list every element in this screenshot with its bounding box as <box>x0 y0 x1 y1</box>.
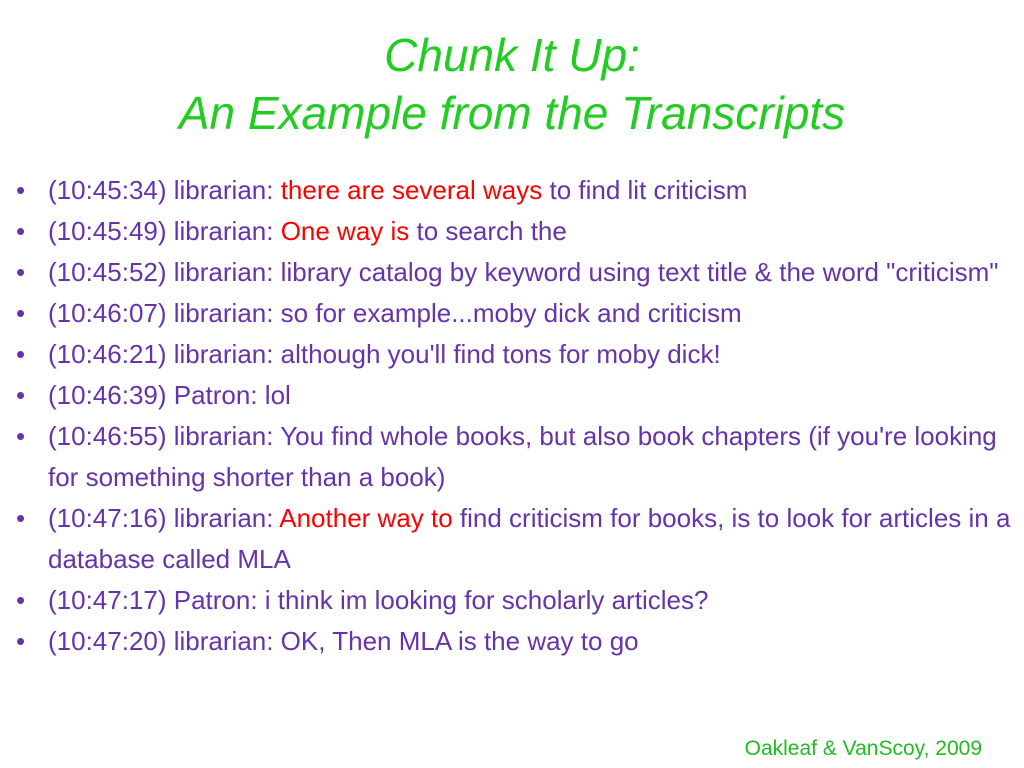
bullet-icon: • <box>16 339 26 369</box>
transcript-bullet-list <box>0 170 1024 662</box>
item-text: (10:47:17) Patron: i think im looking for scholarly articles? <box>48 585 709 615</box>
item-text-suffix: to find lit criticism <box>542 175 748 205</box>
list-item <box>0 498 1024 580</box>
bullet-icon: • <box>16 421 26 451</box>
list-item <box>0 252 1024 293</box>
bullet-icon: • <box>16 626 26 656</box>
item-highlight: One way is <box>280 216 410 246</box>
item-highlight: Another way to <box>279 503 453 533</box>
item-text-suffix: find criticism for books, is to look for articles in a database called MLA <box>48 503 1011 574</box>
list-item <box>0 621 1024 662</box>
list-item <box>0 170 1024 211</box>
bullet-icon: • <box>16 175 26 205</box>
title-line-2: An Example from the Transcripts <box>178 87 846 139</box>
item-text: (10:46:55) librarian: You find whole books, but also book chapters (if you're looking for something shorter than a book) <box>48 421 997 492</box>
item-text: (10:46:39) Patron: lol <box>48 380 291 410</box>
slide-title <box>0 26 1024 142</box>
list-item <box>0 580 1024 621</box>
list-item <box>0 211 1024 252</box>
item-text: (10:45:49) librarian: <box>48 216 281 246</box>
bullet-icon: • <box>16 380 26 410</box>
item-text-suffix: to search the <box>409 216 567 246</box>
item-text: (10:45:52) librarian: library catalog by keyword using text title & the word "criticism" <box>48 257 999 287</box>
item-text: (10:46:07) librarian: so for example...moby dick and criticism <box>48 298 742 328</box>
list-item <box>0 293 1024 334</box>
bullet-icon: • <box>16 298 26 328</box>
list-item <box>0 416 1024 498</box>
bullet-icon: • <box>16 585 26 615</box>
list-item <box>0 375 1024 416</box>
bullet-icon: • <box>16 216 26 246</box>
item-text: (10:45:34) librarian: <box>48 175 281 205</box>
title-line-1: Chunk It Up: <box>384 29 640 81</box>
bullet-icon: • <box>16 503 26 533</box>
item-highlight: there are several ways <box>280 175 543 205</box>
bullet-icon: • <box>16 257 26 287</box>
item-text: (10:47:20) librarian: OK, Then MLA is the way to go <box>48 626 639 656</box>
citation: Oakleaf & VanScoy, 2009 <box>744 737 982 760</box>
item-text: (10:46:21) librarian: although you'll find tons for moby dick! <box>48 339 721 369</box>
list-item <box>0 334 1024 375</box>
item-text: (10:47:16) librarian: <box>48 503 280 533</box>
